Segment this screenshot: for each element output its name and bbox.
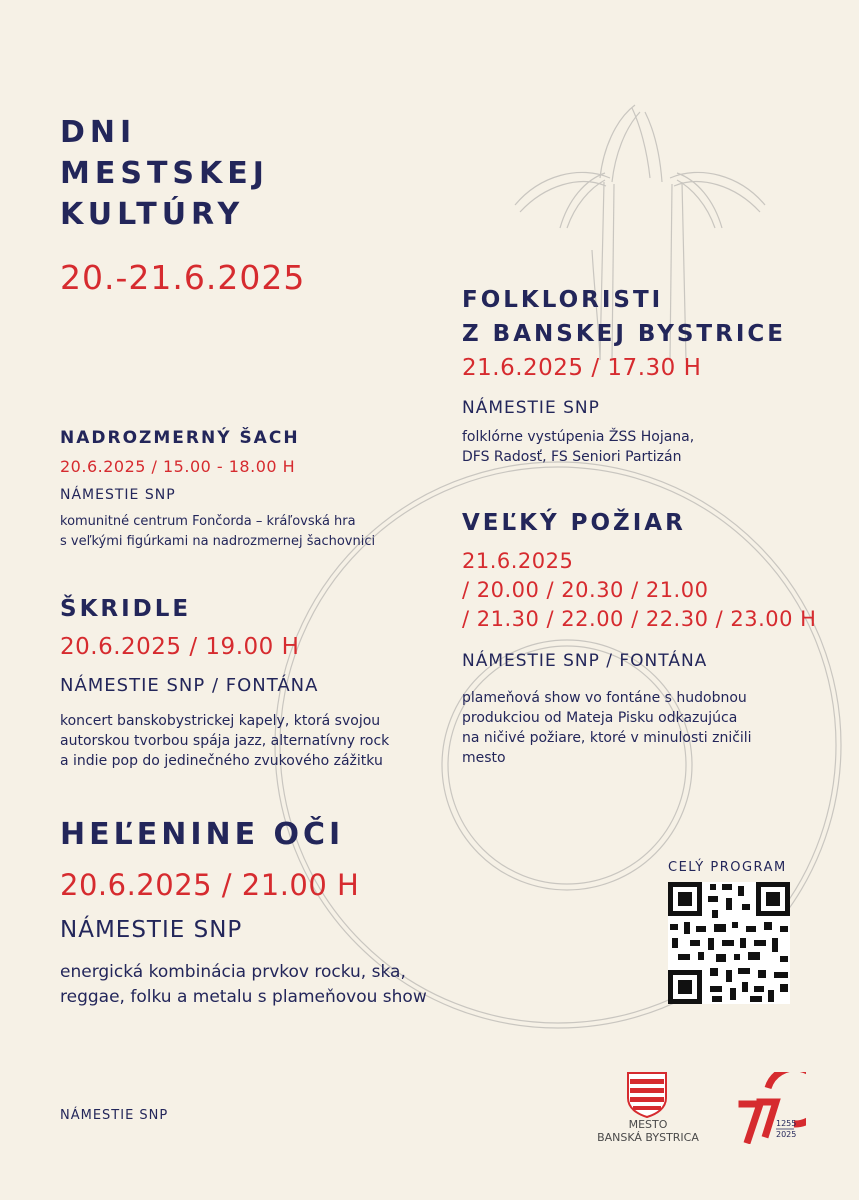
title-line-2: MESTSKEJ [60, 156, 269, 191]
datetime-line: / 20.00 / 20.30 / 21.00 [462, 578, 709, 602]
desc-line: autorskou tvorbou spája jazz, alternatívny rock [60, 733, 390, 749]
anniversary-end-year: 2025 [776, 1130, 797, 1139]
event-datetime: 21.6.2025 / 17.30 H [462, 355, 702, 381]
event-place: NÁMESTIE SNP [462, 398, 600, 418]
event-description [60, 711, 389, 771]
desc-line: a indie pop do jedinečného zvukového zážitku [60, 753, 383, 769]
anniversary-start-year: 1255 [776, 1119, 797, 1128]
event-folkloristi [462, 283, 786, 351]
anniversary-770-logo [736, 1072, 806, 1144]
desc-line: reggae, folku a metalu s plameňovou show [60, 987, 427, 1007]
desc-line: s veľkými figúrkami na nadrozmernej šachovnici [60, 534, 376, 549]
datetime-line: / 21.30 / 22.00 / 22.30 / 23.00 H [462, 607, 817, 631]
event-title: ŠKRIDLE [60, 596, 192, 622]
qr-code[interactable] [668, 882, 790, 1004]
city-coat-of-arms-icon [627, 1072, 667, 1118]
title-line-3: KULTÚRY [60, 197, 245, 232]
event-title: VEĽKÝ POŽIAR [462, 510, 686, 536]
desc-line: na ničivé požiare, ktoré v minulosti zničili [462, 730, 752, 746]
city-name [590, 1118, 706, 1144]
event-description [60, 512, 375, 552]
event-place: NÁMESTIE SNP [60, 917, 243, 943]
qr-code-icon [668, 882, 790, 1004]
footer-place: NÁMESTIE SNP [60, 1108, 169, 1123]
event-datetime [462, 547, 816, 634]
page-title [60, 112, 269, 235]
event-description [462, 427, 694, 467]
event-datetime: 20.6.2025 / 15.00 - 18.00 H [60, 457, 296, 476]
event-place: NÁMESTIE SNP [60, 487, 176, 503]
qr-label: CELÝ PROGRAM [668, 860, 787, 875]
desc-line: folklórne vystúpenia ŽSS Hojana, [462, 429, 695, 445]
desc-line: DFS Radosť, FS Seniori Partizán [462, 449, 682, 465]
event-datetime: 20.6.2025 / 19.00 H [60, 634, 300, 660]
event-place: NÁMESTIE SNP / FONTÁNA [60, 675, 319, 696]
festival-date: 20.-21.6.2025 [60, 258, 306, 297]
event-description [60, 960, 427, 1010]
event-title-line-1: FOLKLORISTI [462, 287, 664, 313]
desc-line: energická kombinácia prvkov rocku, ska, [60, 962, 406, 982]
desc-line: produkciou od Mateja Pisku odkazujúca [462, 710, 738, 726]
city-name-line: BANSKÁ BYSTRICA [597, 1131, 699, 1144]
event-title-line-2: Z BANSKEJ BYSTRICE [462, 321, 786, 347]
event-datetime: 20.6.2025 / 21.00 H [60, 868, 360, 902]
event-description [462, 688, 752, 768]
title-line-1: DNI [60, 115, 137, 150]
desc-line: mesto [462, 750, 506, 766]
city-name-line: MESTO [628, 1118, 668, 1131]
desc-line: komunitné centrum Fončorda – kráľovská hra [60, 514, 356, 529]
desc-line: koncert banskobystrickej kapely, ktorá svojou [60, 713, 381, 729]
event-place: NÁMESTIE SNP / FONTÁNA [462, 651, 708, 671]
datetime-line: 21.6.2025 [462, 549, 574, 573]
event-title: HEĽENINE OČI [60, 817, 345, 852]
desc-line: plameňová show vo fontáne s hudobnou [462, 690, 747, 706]
event-title: NADROZMERNÝ ŠACH [60, 428, 300, 448]
